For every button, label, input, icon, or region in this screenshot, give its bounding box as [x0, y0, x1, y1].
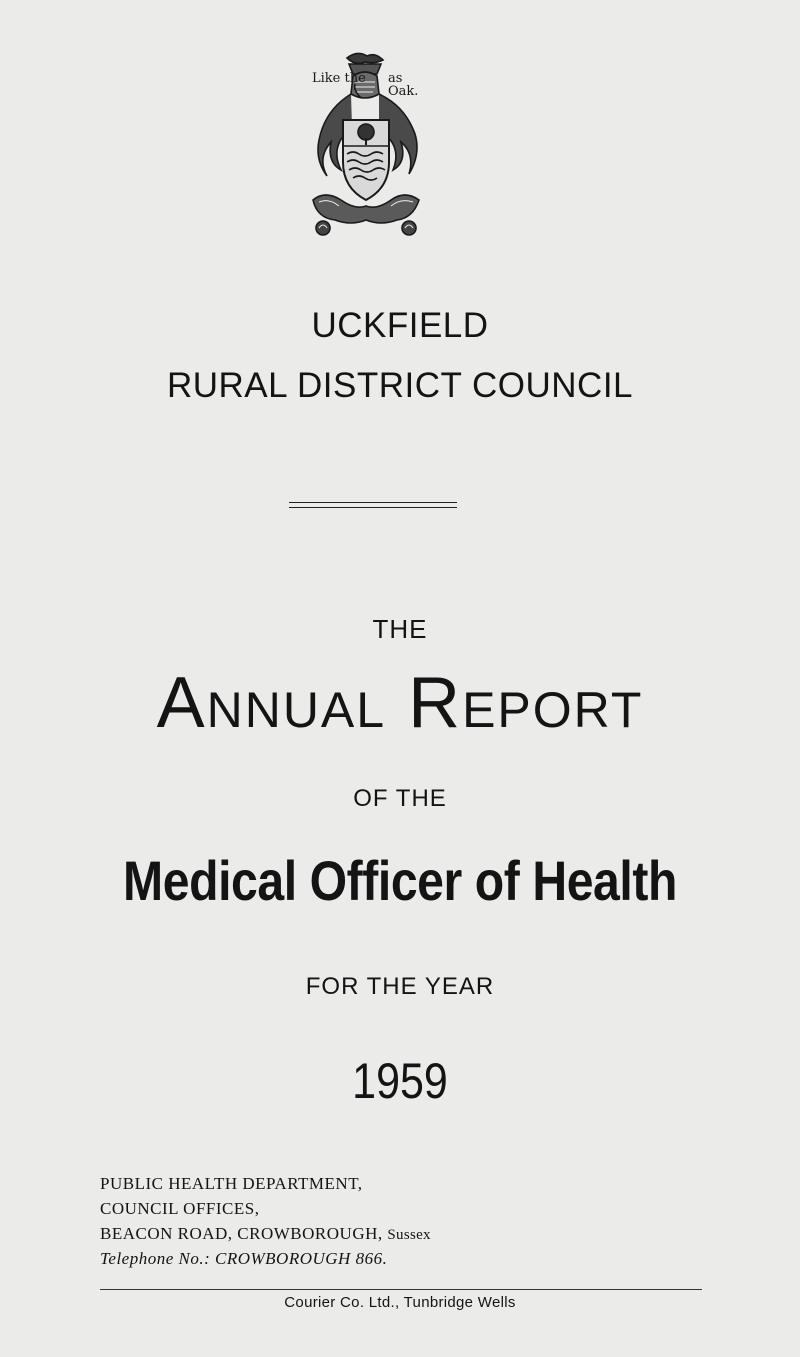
title-for-the-year: FOR THE YEAR — [305, 973, 495, 1000]
address-street: BEACON ROAD, CROWBOROUGH, — [100, 1224, 383, 1243]
council-name-line1: UCKFIELD — [311, 306, 489, 345]
coat-of-arms — [305, 50, 425, 240]
title-the: THE — [372, 614, 428, 644]
address-line-1: PUBLIC HEALTH DEPARTMENT, — [100, 1174, 363, 1193]
report-year: 1959 — [352, 1053, 448, 1109]
title-medical-officer: Medical Officer of Health — [123, 849, 677, 912]
telephone-number: CROWBOROUGH 866. — [215, 1249, 388, 1268]
telephone-line — [100, 1250, 387, 1267]
address-line-2: COUNCIL OFFICES, — [100, 1199, 260, 1218]
address-line-3 — [100, 1225, 431, 1243]
divider-rule — [289, 502, 457, 508]
title-annual-report: Annual Report — [156, 663, 644, 743]
address-county: Sussex — [387, 1227, 431, 1243]
telephone-label: Telephone No.: — [100, 1249, 211, 1268]
council-name-line2: RURAL DISTRICT COUNCIL — [166, 366, 634, 405]
motto-right: as Oak. — [388, 71, 419, 99]
motto-left: Like the — [312, 71, 366, 86]
footer-rule — [100, 1289, 702, 1290]
title-of-the: OF THE — [353, 785, 447, 812]
printer-imprint: Courier Co. Ltd., Tunbridge Wells — [284, 1294, 516, 1311]
